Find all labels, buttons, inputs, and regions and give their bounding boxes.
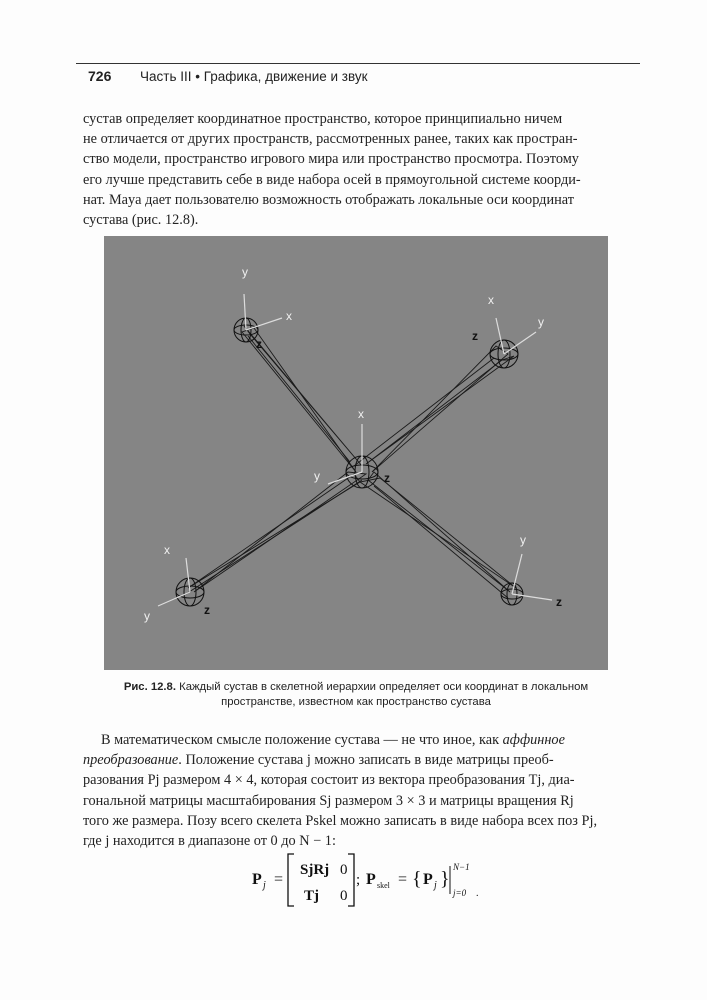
matrix-cell-12: 0: [340, 862, 348, 878]
axis-label-z: z: [556, 595, 562, 609]
figure-caption: [100, 680, 612, 710]
skeleton-illustration: [104, 236, 608, 670]
text-line: гональной матрицы масштабирования Sj размером 3 × 3 и матрицы вращения Rj: [83, 792, 574, 809]
formula-eq: =: [274, 871, 284, 888]
axis-label-z: z: [384, 471, 390, 485]
svg-text:{: {: [412, 868, 422, 890]
axis-label-y: y: [242, 265, 248, 279]
local-axes: [158, 294, 552, 606]
axis-label-y: y: [520, 533, 526, 547]
matrix-cell-22: 0: [340, 888, 348, 904]
formula-graphic: [248, 850, 508, 910]
text-line: сустав определяет координатное пространство, которое принципиально ничем: [83, 111, 563, 127]
axis-label-x: x: [286, 309, 292, 323]
svg-text:.: .: [476, 888, 479, 899]
formula-skel-sub: skel: [377, 881, 390, 890]
axis-label-y: y: [314, 469, 320, 483]
caption-text: Каждый сустав в скелетной иерархии определяет оси координат в локальном пространстве, известном как пространство сустава: [175, 681, 589, 708]
text-run-italic: преобразование: [83, 752, 179, 769]
svg-text:;: ;: [356, 872, 361, 888]
text-line: [83, 750, 641, 770]
page-number: 726: [88, 68, 112, 84]
bone-bottom-right: [368, 472, 510, 592]
text-line: где j находится в диапазоне от 0 до N − 1:: [83, 833, 336, 850]
axis-label-x: x: [164, 543, 170, 557]
axis-label-y: y: [144, 609, 150, 623]
matrix-cell-11: SjRj: [300, 862, 330, 878]
formula-set-elem: P: [423, 871, 433, 888]
formula-lhs: P: [252, 871, 262, 888]
formula-lhs-sub: j: [263, 880, 266, 891]
caption-label: Рис. 12.8.: [123, 681, 176, 693]
text-run-italic: аффинное: [502, 732, 565, 748]
text-run: . Положение сустава j можно записать в виде матрицы преоб-: [178, 752, 554, 769]
text-line: [83, 730, 641, 750]
matrix-cell-21: Tj: [304, 888, 319, 904]
text-line: его лучше представить себе в виде набора осей в прямоугольной системе коорди-: [83, 171, 581, 188]
formula-skel: P: [366, 871, 376, 888]
axis-label-z: z: [472, 329, 478, 343]
bones: [186, 326, 516, 598]
axis-label-x: x: [358, 407, 364, 421]
axis-label-x: x: [488, 293, 494, 307]
paragraph-2: [83, 730, 641, 851]
text-line: разования Pj размером 4 × 4, которая состоит из вектора преобразования Tj, диа-: [83, 772, 575, 789]
axis-label-z: z: [204, 603, 210, 617]
paragraph-1: [83, 109, 641, 230]
running-header: [88, 68, 640, 92]
bone-top-right: [372, 346, 508, 472]
bone-bottom-left: [188, 474, 360, 588]
text-line: нат. Maya дает пользователю возможность отображать локальные оси координат: [83, 191, 574, 208]
text-line: сустава (рис. 12.8).: [83, 212, 199, 229]
text-line: того же размера. Позу всего скелета Pskel можно записать в виде набора всех поз Pj,: [83, 812, 598, 829]
svg-text:=: =: [398, 871, 408, 888]
text-line: ство модели, пространство игрового мира или пространство просмотра. Поэтому: [83, 151, 579, 168]
svg-text:}: }: [440, 868, 450, 890]
formula-upper: N−1: [453, 862, 470, 872]
header-rule: [76, 63, 640, 64]
text-line: не отличается от других пространств, рассмотренных ранее, таких как простран-: [83, 131, 578, 148]
skeleton-figure: [104, 236, 608, 670]
text-run: В математическом смысле положение сустава — не что иное, как: [101, 732, 503, 748]
axis-labels: [144, 265, 562, 623]
axis-label-z: z: [256, 337, 262, 351]
pose-formula: [248, 850, 508, 910]
axis-label-y: y: [538, 315, 544, 329]
header-title: Часть III • Графика, движение и звук: [140, 69, 368, 84]
formula-lower: j=0: [453, 888, 467, 898]
formula-set-sub: j: [434, 880, 437, 891]
